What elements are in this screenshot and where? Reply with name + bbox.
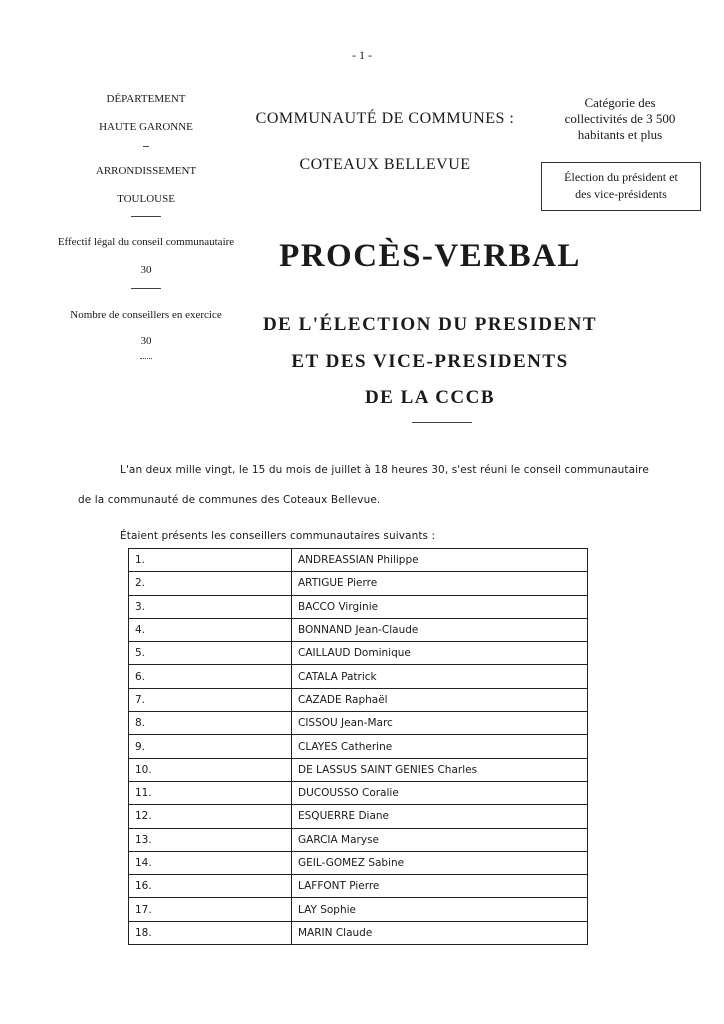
member-number xyxy=(129,875,292,898)
divider xyxy=(30,210,262,217)
member-number-text: 18. xyxy=(135,926,152,939)
member-number xyxy=(129,805,292,828)
subtitle-line-2: ET DES VICE-PRESIDENTS xyxy=(291,351,569,372)
member-number-text: 5. xyxy=(135,647,146,660)
table-row xyxy=(129,875,588,898)
member-name: CISSOU Jean-Marc xyxy=(292,712,588,735)
effectif-label: Effectif légal du conseil communautaire xyxy=(57,236,235,248)
present-intro: Étaient présents les conseillers communautaires suivants : xyxy=(120,530,436,542)
member-number xyxy=(129,828,292,851)
member-number-text: 9. xyxy=(135,740,146,753)
member-name: LAY Sophie xyxy=(292,898,588,921)
table-row xyxy=(129,921,588,944)
member-name: GARCIA Maryse xyxy=(292,828,588,851)
member-number-text: 16. xyxy=(135,880,152,893)
session-paragraph-line-2: de la communauté de communes des Coteaux Bellevue. xyxy=(78,494,381,506)
member-number xyxy=(129,712,292,735)
member-number xyxy=(129,549,292,572)
title-divider xyxy=(412,422,472,423)
table-row xyxy=(129,781,588,804)
member-number-text: 13. xyxy=(135,833,152,846)
divider xyxy=(30,282,262,289)
member-number-text: 17. xyxy=(135,903,152,916)
community-name: COTEAUX BELLEVUE xyxy=(299,156,471,173)
member-number-text: 7. xyxy=(135,693,146,706)
table-row xyxy=(129,851,588,874)
election-box-line-2: des vice-présidents xyxy=(575,186,667,201)
main-title: PROCÈS-VERBAL xyxy=(279,238,581,274)
table-row xyxy=(129,642,588,665)
member-name: CLAYES Catherine xyxy=(292,735,588,758)
subtitle-line-1: DE L'ÉLECTION DU PRESIDENT xyxy=(262,314,598,335)
member-name: BACCO Virginie xyxy=(292,595,588,618)
members-table xyxy=(128,548,588,945)
department-value: HAUTE GARONNE xyxy=(99,121,193,133)
election-box-line-1: Élection du président et xyxy=(564,170,678,184)
effectif-value: 30 xyxy=(140,264,152,276)
member-number xyxy=(129,898,292,921)
category-line-1: Catégorie des xyxy=(584,95,656,110)
table-row xyxy=(129,758,588,781)
member-name: DUCOUSSO Coralie xyxy=(292,781,588,804)
member-number-text: 10. xyxy=(135,763,152,776)
member-name: CAILLAUD Dominique xyxy=(292,642,588,665)
table-row xyxy=(129,898,588,921)
member-name: CATALA Patrick xyxy=(292,665,588,688)
member-name: MARIN Claude xyxy=(292,921,588,944)
member-name: ESQUERRE Diane xyxy=(292,805,588,828)
member-name: BONNAND Jean-Claude xyxy=(292,618,588,641)
page-number: - 1 - xyxy=(352,48,372,62)
member-name: LAFFONT Pierre xyxy=(292,875,588,898)
table-row xyxy=(129,805,588,828)
member-number-text: 6. xyxy=(135,670,146,683)
member-number-text: 11. xyxy=(135,787,152,800)
table-row xyxy=(129,618,588,641)
member-number-text: 14. xyxy=(135,857,152,869)
member-number-text: 4. xyxy=(135,624,146,637)
member-name: DE LASSUS SAINT GENIES Charles xyxy=(292,758,588,781)
table-row xyxy=(129,735,588,758)
category-line-2: collectivités de 3 500 xyxy=(564,111,676,126)
subtitle-line-3: DE LA CCCB xyxy=(364,387,496,408)
table-row xyxy=(129,665,588,688)
exercice-label: Nombre de conseillers en exercice xyxy=(70,309,222,321)
table-row xyxy=(129,712,588,735)
table-row xyxy=(129,572,588,595)
member-number xyxy=(129,665,292,688)
member-number xyxy=(129,735,292,758)
member-name: ANDREASSIAN Philippe xyxy=(292,549,588,572)
member-number xyxy=(129,851,292,874)
member-number-text: 8. xyxy=(135,717,146,730)
member-name: CAZADE Raphaël xyxy=(292,688,588,711)
table-row xyxy=(129,828,588,851)
member-number-text: 12. xyxy=(135,810,152,823)
session-paragraph-line-1: L'an deux mille vingt, le 15 du mois de juillet à 18 heures 30, s'est réuni le conseil communautaire xyxy=(120,464,649,476)
member-name: ARTIGUE Pierre xyxy=(292,572,588,595)
table-row xyxy=(129,595,588,618)
member-name: GEIL-GOMEZ Sabine xyxy=(292,851,588,874)
category-line-3: habitants et plus xyxy=(577,127,663,142)
arrondissement-value: TOULOUSE xyxy=(117,193,175,205)
table-row xyxy=(129,688,588,711)
member-number xyxy=(129,572,292,595)
member-number xyxy=(129,642,292,665)
member-number xyxy=(129,781,292,804)
department-label: DÉPARTEMENT xyxy=(106,93,186,105)
divider xyxy=(30,352,262,359)
election-box xyxy=(541,162,701,211)
member-number xyxy=(129,921,292,944)
member-number-text: 3. xyxy=(135,600,146,613)
member-number-text: 2. xyxy=(135,577,146,590)
member-number xyxy=(129,758,292,781)
divider xyxy=(30,140,262,147)
table-row xyxy=(129,549,588,572)
member-number xyxy=(129,595,292,618)
member-number-text: 1. xyxy=(135,554,146,567)
exercice-value: 30 xyxy=(140,335,152,347)
community-heading: COMMUNAUTÉ DE COMMUNES : xyxy=(255,110,515,127)
member-number xyxy=(129,618,292,641)
member-number xyxy=(129,688,292,711)
arrondissement-label: ARRONDISSEMENT xyxy=(95,165,197,177)
